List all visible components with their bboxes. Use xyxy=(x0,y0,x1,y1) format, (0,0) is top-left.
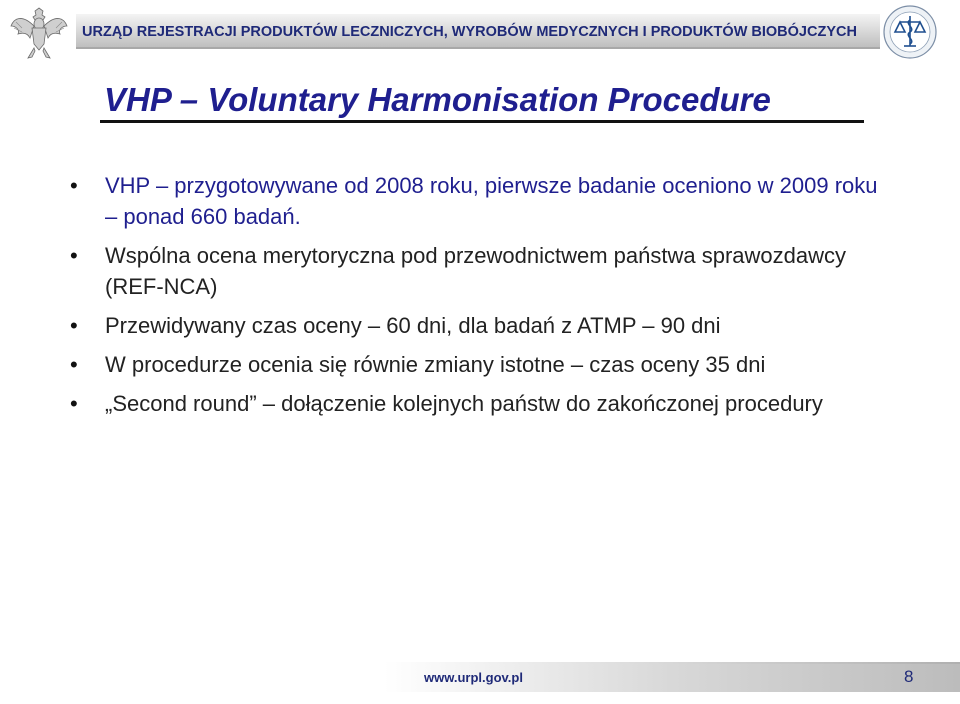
title-underline xyxy=(100,120,864,123)
bullet-dot: • xyxy=(70,313,78,338)
page-number: 8 xyxy=(904,667,914,686)
footer-url-link[interactable]: www.urpl.gov.pl xyxy=(424,670,523,685)
bullet-dot: • xyxy=(70,243,78,268)
bullet-dot: • xyxy=(70,173,78,198)
bullet-item xyxy=(70,388,890,419)
bullet-item xyxy=(70,170,890,232)
bullet-dot: • xyxy=(70,352,78,377)
header-band-line xyxy=(76,47,880,49)
bullet-text: Wspólna ocena merytoryczna pod przewodnictwem państwa sprawozdawcy (REF-NCA) xyxy=(105,243,847,299)
header xyxy=(0,0,960,62)
bullet-item xyxy=(70,240,890,302)
bullet-text: VHP – przygotowywane od 2008 roku, pierwsze badanie oceniono w 2009 roku – ponad 660 badań. xyxy=(105,173,878,229)
bullet-list xyxy=(70,170,890,427)
bullet-dot: • xyxy=(70,391,78,416)
bullet-text: W procedurze ocenia się równie zmiany istotne – czas oceny 35 dni xyxy=(105,352,766,377)
polish-eagle-icon xyxy=(8,4,70,62)
header-title: URZĄD REJESTRACJI PRODUKTÓW LECZNICZYCH, WYROBÓW MEDYCZNYCH I PRODUKTÓW BIOBÓJCZYCH xyxy=(82,24,857,40)
urpl-emblem-icon xyxy=(882,4,938,60)
slide-title: VHP – Voluntary Harmonisation Procedure xyxy=(104,81,771,118)
bullet-text: „Second round” – dołączenie kolejnych państw do zakończonej procedury xyxy=(105,391,823,416)
bullet-item xyxy=(70,310,890,341)
bullet-text: Przewidywany czas oceny – 60 dni, dla badań z ATMP – 90 dni xyxy=(105,313,721,338)
bullet-item xyxy=(70,349,890,380)
